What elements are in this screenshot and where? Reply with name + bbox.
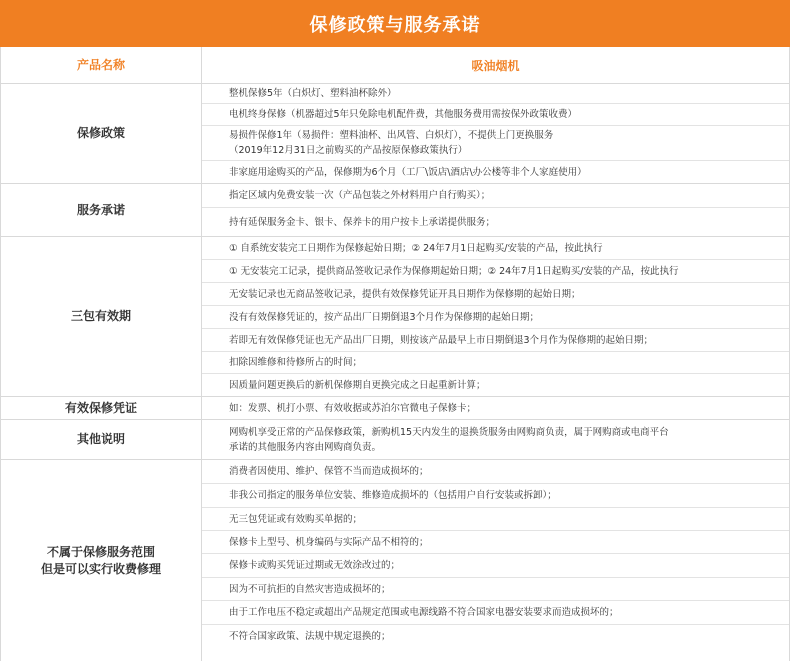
- list-item: 网购机享受正常的产品保修政策，新购机15天内发生的退换货服务由网购商负责，属于网购商或电商平台 承诺的其他服务内容由网购商负责。: [229, 427, 669, 453]
- list-item: 保修卡或购买凭证过期或无效涂改过的；: [202, 554, 789, 578]
- list-item: ① 自系统安装完工日期作为保修起始日期；② 24年7月1日起购买/安装的产品，按此执行: [202, 237, 789, 260]
- list-item: 易损件保修1年（易损件：塑料油杯、出风管、白炽灯），不提供上门更换服务 （2019年12月31日之前购买的产品按原保修政策执行）: [202, 126, 789, 161]
- section-label-warranty-period: 三包有效期: [1, 237, 202, 396]
- list-item: 不符合国家政策、法规中规定退换的；: [229, 631, 391, 642]
- list-item: 由于工作电压不稳定或超出产品规定范围或电源线路不符合国家电器安装要求而造成损坏的；: [202, 601, 789, 625]
- list-item: 持有延保服务金卡、银卡、保养卡的用户按卡上承诺提供服务；: [229, 217, 496, 228]
- header-product-name: 产品名称: [1, 47, 202, 83]
- table-header-row: [1, 47, 789, 84]
- list-item: 非家庭用途购买的产品，保修期为6个月（工厂\饭店\酒店\办公楼等非个人家庭使用）: [229, 167, 587, 178]
- list-item: 如：发票、机打小票、有效收据或苏泊尔官微电子保修卡；: [229, 403, 477, 414]
- section-paid-repair: [1, 460, 789, 661]
- list-item: 消费者因使用、维护、保管不当而造成损坏的；: [202, 460, 789, 484]
- page-title: 保修政策与服务承诺: [0, 0, 790, 47]
- list-item: 无安装记录也无商品签收记录，提供有效保修凭证开具日期作为保修期的起始日期；: [202, 283, 789, 306]
- list-item: 没有有效保修凭证的，按产品出厂日期倒退3个月作为保修期的起始日期；: [202, 306, 789, 329]
- list-item: 扣除因维修和待修所占的时间；: [202, 352, 789, 374]
- section-service-commitment: [1, 184, 789, 237]
- list-item: 因为不可抗拒的自然灾害造成损坏的；: [202, 578, 789, 601]
- section-valid-proof: [1, 397, 789, 420]
- header-range-hood: 吸油烟机: [471, 58, 520, 73]
- list-item: 非我公司指定的服务单位安装、维修造成损坏的（包括用户自行安装或拆卸）；: [202, 484, 789, 508]
- list-item: ① 无安装完工记录，提供商品签收记录作为保修期起始日期；② 24年7月1日起购买/安装的产品，按此执行: [202, 260, 789, 283]
- section-label-service-commitment: 服务承诺: [1, 184, 202, 236]
- section-other-notes: [1, 420, 789, 460]
- list-item: 指定区域内免费安装一次（产品包装之外材料用户自行购买）；: [202, 184, 789, 208]
- policy-table: [0, 47, 790, 661]
- section-warranty-policy: [1, 84, 789, 184]
- section-label-valid-proof: 有效保修凭证: [1, 397, 202, 419]
- list-item: 若即无有效保修凭证也无产品出厂日期，则按该产品最早上市日期倒退3个月作为保修期的起始日期；: [202, 329, 789, 352]
- list-item: 整机保修5年（白炽灯、塑料油杯除外）: [202, 84, 789, 104]
- list-item: 电机终身保修（机器超过5年只免除电机配件费，其他服务费用需按保外政策收费）: [202, 104, 789, 126]
- section-label-other-notes: 其他说明: [1, 420, 202, 459]
- section-warranty-period: [1, 237, 789, 397]
- section-label-paid-repair: 不属于保修服务范围 但是可以实行收费修理: [1, 460, 202, 661]
- list-item: 无三包凭证或有效购买单据的；: [202, 508, 789, 531]
- list-item: 保修卡上型号、机身编码与实际产品不相符的；: [202, 531, 789, 554]
- section-label-warranty-policy: 保修政策: [1, 84, 202, 183]
- list-item: 因质量问题更换后的新机保修期自更换完成之日起重新计算；: [229, 380, 486, 391]
